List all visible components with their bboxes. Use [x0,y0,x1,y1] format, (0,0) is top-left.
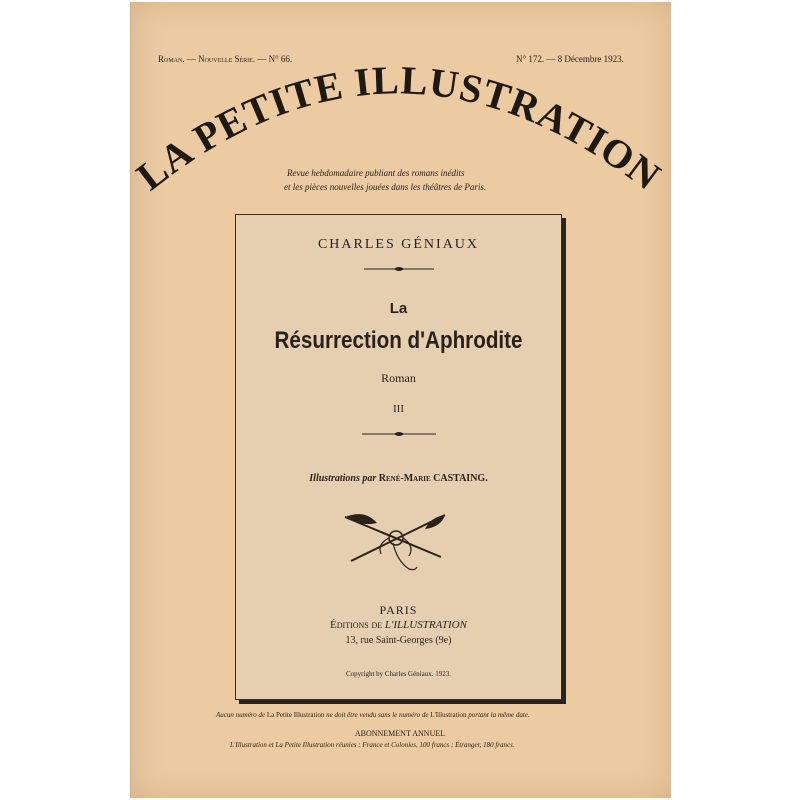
notice-b: La Petite Illustration [266,711,325,719]
publisher-city: PARIS [379,603,418,617]
book-part: III [393,403,404,415]
crossed-quills-ribbon-icon [341,507,451,573]
header-right: N° 172. — 8 Décembre 1923. [516,54,624,64]
book-title: Résurrection d'Aphrodite [274,327,523,354]
book-title-panel [235,214,562,700]
ornament-rule-top [364,265,434,273]
notice-c: ne doit être vendu sans le numéro de [326,711,429,719]
ornament-rule-bottom [362,430,436,438]
footer-notice [216,711,530,719]
book-genre: Roman [381,371,416,385]
notice-d: L'Illustration [430,711,467,719]
illustrator-name: René-Marie CASTAING. [378,473,488,484]
notice-e: portant la même date. [468,711,530,719]
masthead-title-text: LA PETITE ILLUSTRATION [128,57,670,200]
subscription-heading: ABONNEMENT ANNUEL [354,729,446,738]
tagline-2: et les pièces nouvelles jouées dans les théâtres de Paris. [284,182,487,192]
subscription-line: L'Illustration et La Petite Illustration réunies : France et Colonies, 100 francs ; Étranger, 180 francs. [230,741,515,749]
publisher-line [236,619,561,631]
notice-a: Aucun numéro de [216,711,266,719]
illustrations-credit [236,473,561,484]
publisher-address: 13, rue Saint-Georges (9e) [345,635,452,646]
illustrations-prefix: Illustrations par [309,473,377,484]
tagline-1: Revue hebdomadaire publiant des romans inédits [287,168,465,178]
author-name: CHARLES GÉNIAUX [317,237,480,252]
publisher-prefix: Éditions de [330,619,383,631]
copyright: Copyright by Charles Géniaux. 1923. [346,670,451,678]
publisher-name: L'ILLUSTRATION [384,619,467,631]
header-left: Roman. — Nouvelle Série. — N° 66. [158,54,293,64]
title-article: La [389,300,408,317]
